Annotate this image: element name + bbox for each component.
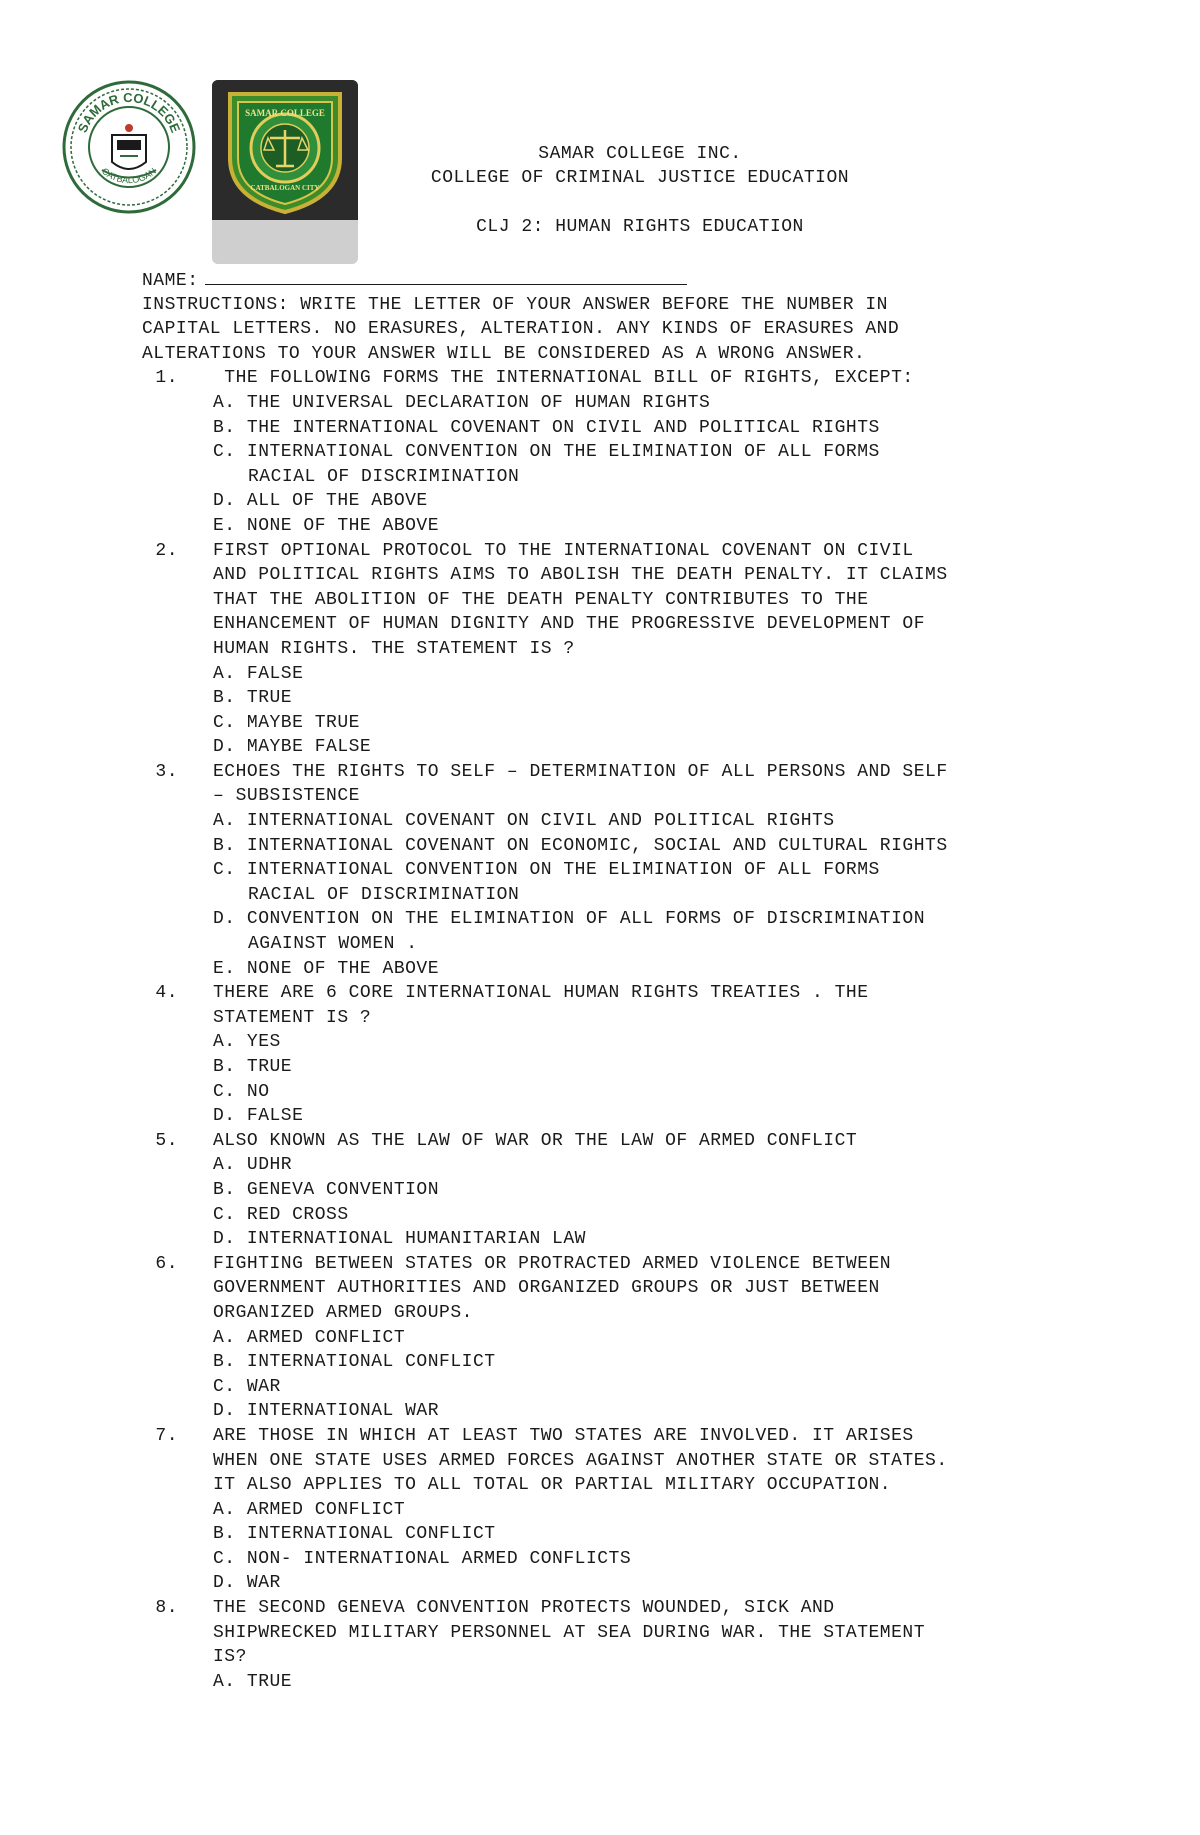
answer-option: E. NONE OF THE ABOVE: [213, 958, 440, 979]
question-text: – SUBSISTENCE: [213, 786, 360, 807]
question-item: [142, 1129, 1082, 1252]
question-text: ORGANIZED ARMED GROUPS.: [213, 1302, 473, 1323]
answer-option: C. NO: [213, 1081, 270, 1102]
answer-option-continuation: RACIAL OF DISCRIMINATION: [248, 466, 520, 487]
answer-option-continuation: RACIAL OF DISCRIMINATION: [248, 884, 520, 905]
question-item: [142, 981, 1082, 1129]
svg-text:SAMAR COLLEGE: SAMAR COLLEGE: [245, 108, 325, 118]
question-text: SHIPWRECKED MILITARY PERSONNEL AT SEA DURING WAR. THE STATEMENT: [213, 1622, 926, 1643]
answer-option: D. MAYBE FALSE: [213, 737, 372, 758]
answer-option: C. NON- INTERNATIONAL ARMED CONFLICTS: [213, 1548, 632, 1569]
question-text: ECHOES THE RIGHTS TO SELF – DETERMINATION OF ALL PERSONS AND SELF: [213, 761, 948, 782]
instructions: [142, 293, 1082, 367]
question-text: ALSO KNOWN AS THE LAW OF WAR OR THE LAW OF ARMED CONFLICT: [213, 1130, 858, 1151]
answer-option: D. INTERNATIONAL WAR: [213, 1401, 440, 1422]
question-text: STATEMENT IS ?: [213, 1007, 372, 1028]
question-text: WHEN ONE STATE USES ARMED FORCES AGAINST ANOTHER STATE OR STATES.: [213, 1450, 948, 1471]
instructions-line: INSTRUCTIONS: WRITE THE LETTER OF YOUR ANSWER BEFORE THE NUMBER IN: [142, 294, 888, 315]
question-text: IT ALSO APPLIES TO ALL TOTAL OR PARTIAL MILITARY OCCUPATION.: [213, 1475, 892, 1496]
answer-option: B. INTERNATIONAL COVENANT ON ECONOMIC, SOCIAL AND CULTURAL RIGHTS: [213, 835, 948, 856]
question-text: ARE THOSE IN WHICH AT LEAST TWO STATES ARE INVOLVED. IT ARISES: [213, 1425, 914, 1446]
answer-option: E. NONE OF THE ABOVE: [213, 515, 440, 536]
question-first-line: [142, 366, 1082, 391]
samar-college-seal-logo: [62, 80, 196, 214]
name-row: [142, 268, 1082, 293]
question-first-line: [142, 1252, 1082, 1277]
question-text: FIGHTING BETWEEN STATES OR PROTRACTED ARMED VIOLENCE BETWEEN: [213, 1253, 892, 1274]
question-item: [142, 1424, 1082, 1596]
answer-option: D. FALSE: [213, 1106, 304, 1127]
svg-text:SAMAR COLLEGE: SAMAR COLLEGE: [74, 89, 184, 135]
svg-text:CATBALOGAN: CATBALOGAN: [100, 165, 158, 186]
answer-option: C. INTERNATIONAL CONVENTION ON THE ELIMINATION OF ALL FORMS: [213, 860, 880, 881]
name-label: NAME:: [142, 271, 199, 291]
svg-text:CATBALOGAN CITY: CATBALOGAN CITY: [250, 184, 320, 192]
course-title: CLJ 2: HUMAN RIGHTS EDUCATION: [476, 217, 804, 237]
question-item: [142, 1252, 1082, 1424]
question-first-line: [142, 539, 1082, 564]
name-blank-line[interactable]: [205, 268, 687, 285]
answer-option: D. INTERNATIONAL HUMANITARIAN LAW: [213, 1229, 586, 1250]
question-first-line: [142, 1596, 1082, 1621]
answer-option: C. MAYBE TRUE: [213, 712, 360, 733]
answer-option: D. ALL OF THE ABOVE: [213, 491, 428, 512]
question-first-line: [142, 1129, 1082, 1154]
answer-option: D. CONVENTION ON THE ELIMINATION OF ALL FORMS OF DISCRIMINATION: [213, 909, 926, 930]
school-name: SAMAR COLLEGE INC.: [538, 144, 742, 164]
question-text: HUMAN RIGHTS. THE STATEMENT IS ?: [213, 638, 575, 659]
answer-option: B. GENEVA CONVENTION: [213, 1179, 440, 1200]
question-number: 2.: [155, 540, 178, 561]
logo-gray-footer: [212, 220, 358, 264]
question-first-line: [142, 760, 1082, 785]
answer-option-continuation: AGAINST WOMEN .: [248, 934, 418, 955]
question-item: [142, 366, 1082, 538]
question-number: 3.: [155, 761, 178, 782]
question-number: 5.: [155, 1130, 178, 1151]
answer-option: B. INTERNATIONAL CONFLICT: [213, 1524, 496, 1545]
answer-option: B. INTERNATIONAL CONFLICT: [213, 1352, 496, 1373]
answer-option: B. THE INTERNATIONAL COVENANT ON CIVIL AND POLITICAL RIGHTS: [213, 417, 880, 438]
answer-option: A. FALSE: [213, 663, 304, 684]
answer-option: A. INTERNATIONAL COVENANT ON CIVIL AND POLITICAL RIGHTS: [213, 811, 835, 832]
question-text: GOVERNMENT AUTHORITIES AND ORGANIZED GROUPS OR JUST BETWEEN: [213, 1278, 880, 1299]
question-number: 1.: [155, 368, 178, 389]
answer-option: C. WAR: [213, 1376, 281, 1397]
question-text: THAT THE ABOLITION OF THE DEATH PENALTY CONTRIBUTES TO THE: [213, 589, 869, 610]
exam-body: [142, 268, 1082, 1694]
question-first-line: [142, 981, 1082, 1006]
answer-option: D. WAR: [213, 1573, 281, 1594]
question-first-line: [142, 1424, 1082, 1449]
question-text: AND POLITICAL RIGHTS AIMS TO ABOLISH THE DEATH PENALTY. IT CLAIMS: [213, 565, 948, 586]
question-item: [142, 539, 1082, 760]
question-text: THERE ARE 6 CORE INTERNATIONAL HUMAN RIGHTS TREATIES . THE: [213, 983, 869, 1004]
question-text: ENHANCEMENT OF HUMAN DIGNITY AND THE PROGRESSIVE DEVELOPMENT OF: [213, 614, 926, 635]
answer-option: C. RED CROSS: [213, 1204, 349, 1225]
question-text: THE FOLLOWING FORMS THE INTERNATIONAL BILL OF RIGHTS, EXCEPT:: [213, 368, 914, 389]
question-text: THE SECOND GENEVA CONVENTION PROTECTS WOUNDED, SICK AND: [213, 1598, 835, 1619]
question-number: 4.: [155, 983, 178, 1004]
college-name: COLLEGE OF CRIMINAL JUSTICE EDUCATION: [430, 168, 850, 188]
answer-option: A. TRUE: [213, 1671, 293, 1692]
question-text: IS?: [213, 1647, 247, 1668]
questions-list: [142, 366, 1082, 1694]
answer-option: A. UDHR: [213, 1155, 293, 1176]
question-number: 7.: [155, 1425, 178, 1446]
question-number: 6.: [155, 1253, 178, 1274]
criminal-justice-logo: [212, 80, 358, 264]
question-number: 8.: [155, 1598, 178, 1619]
instructions-line: ALTERATIONS TO YOUR ANSWER WILL BE CONSIDERED AS A WRONG ANSWER.: [142, 343, 866, 364]
answer-option: A. ARMED CONFLICT: [213, 1499, 406, 1520]
answer-option: B. TRUE: [213, 1057, 293, 1077]
answer-option: A. YES: [213, 1032, 281, 1053]
answer-option: B. TRUE: [213, 688, 293, 709]
answer-option: A. ARMED CONFLICT: [213, 1327, 406, 1348]
answer-option: A. THE UNIVERSAL DECLARATION OF HUMAN RIGHTS: [213, 392, 711, 413]
shield-badge-icon: [212, 80, 358, 220]
question-text: FIRST OPTIONAL PROTOCOL TO THE INTERNATIONAL COVENANT ON CIVIL: [213, 540, 914, 561]
question-item: [142, 1596, 1082, 1694]
question-item: [142, 760, 1082, 981]
logo-dark-background: [212, 80, 358, 220]
instructions-line: CAPITAL LETTERS. NO ERASURES, ALTERATION. ANY KINDS OF ERASURES AND: [142, 319, 900, 340]
answer-option: C. INTERNATIONAL CONVENTION ON THE ELIMINATION OF ALL FORMS: [213, 442, 880, 463]
